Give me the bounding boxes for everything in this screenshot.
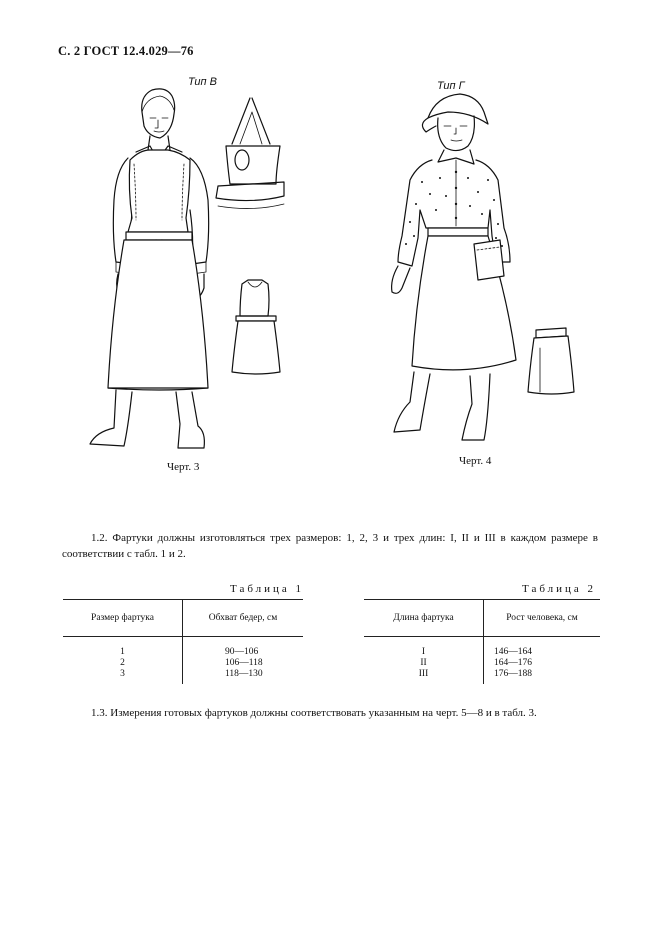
table-cell: III bbox=[364, 669, 484, 684]
figure-4-caption: Черт. 4 bbox=[459, 455, 492, 467]
table-row bbox=[63, 637, 303, 659]
paragraph-1-2: 1.2. Фартуки должны изготовляться трех размеров: 1, 2, 3 и трех длин: I, II и III в каждом размере в соответствии с табл. 1 и 2. bbox=[62, 532, 598, 560]
table-row bbox=[364, 658, 600, 669]
table-cell: 90—106 bbox=[225, 647, 259, 657]
figure-4-type-label: Тип Г bbox=[437, 80, 465, 92]
table-1-title: Таблица 1 bbox=[230, 583, 305, 595]
figure-3-type-label: Тип В bbox=[188, 76, 217, 88]
table-row bbox=[364, 669, 600, 684]
table-cell: 176—188 bbox=[494, 669, 532, 679]
table-cell: II bbox=[364, 658, 484, 669]
table-cell: 3 bbox=[63, 669, 183, 684]
paragraph-1-3: 1.3. Измерения готовых фартуков должны соответствовать указанным на черт. 5—8 и в табл. 3. bbox=[91, 707, 537, 719]
table-cell: 2 bbox=[63, 658, 183, 669]
table-row bbox=[364, 637, 600, 659]
table-cell: 146—164 bbox=[494, 647, 532, 657]
table-2-header-height: Рост человека, см bbox=[484, 600, 601, 637]
table-row bbox=[63, 669, 303, 684]
table-cell: 106—118 bbox=[225, 658, 263, 668]
table-2-header-length: Длина фартука bbox=[364, 600, 484, 637]
figure-3-caption: Черт. 3 bbox=[167, 461, 200, 473]
table-1-header-size: Размер фартука bbox=[63, 600, 183, 637]
table-2-title: Таблица 2 bbox=[522, 583, 597, 595]
table-cell: 1 bbox=[63, 637, 183, 659]
page-header: С. 2 ГОСТ 12.4.029—76 bbox=[58, 44, 194, 58]
table-cell: I bbox=[364, 637, 484, 659]
table-2 bbox=[364, 599, 600, 684]
table-1-header-hips: Обхват бедер, см bbox=[183, 600, 304, 637]
table-1 bbox=[63, 599, 303, 684]
table-row bbox=[63, 658, 303, 669]
table-cell: 118—130 bbox=[225, 669, 263, 679]
table-cell: 164—176 bbox=[494, 658, 532, 668]
